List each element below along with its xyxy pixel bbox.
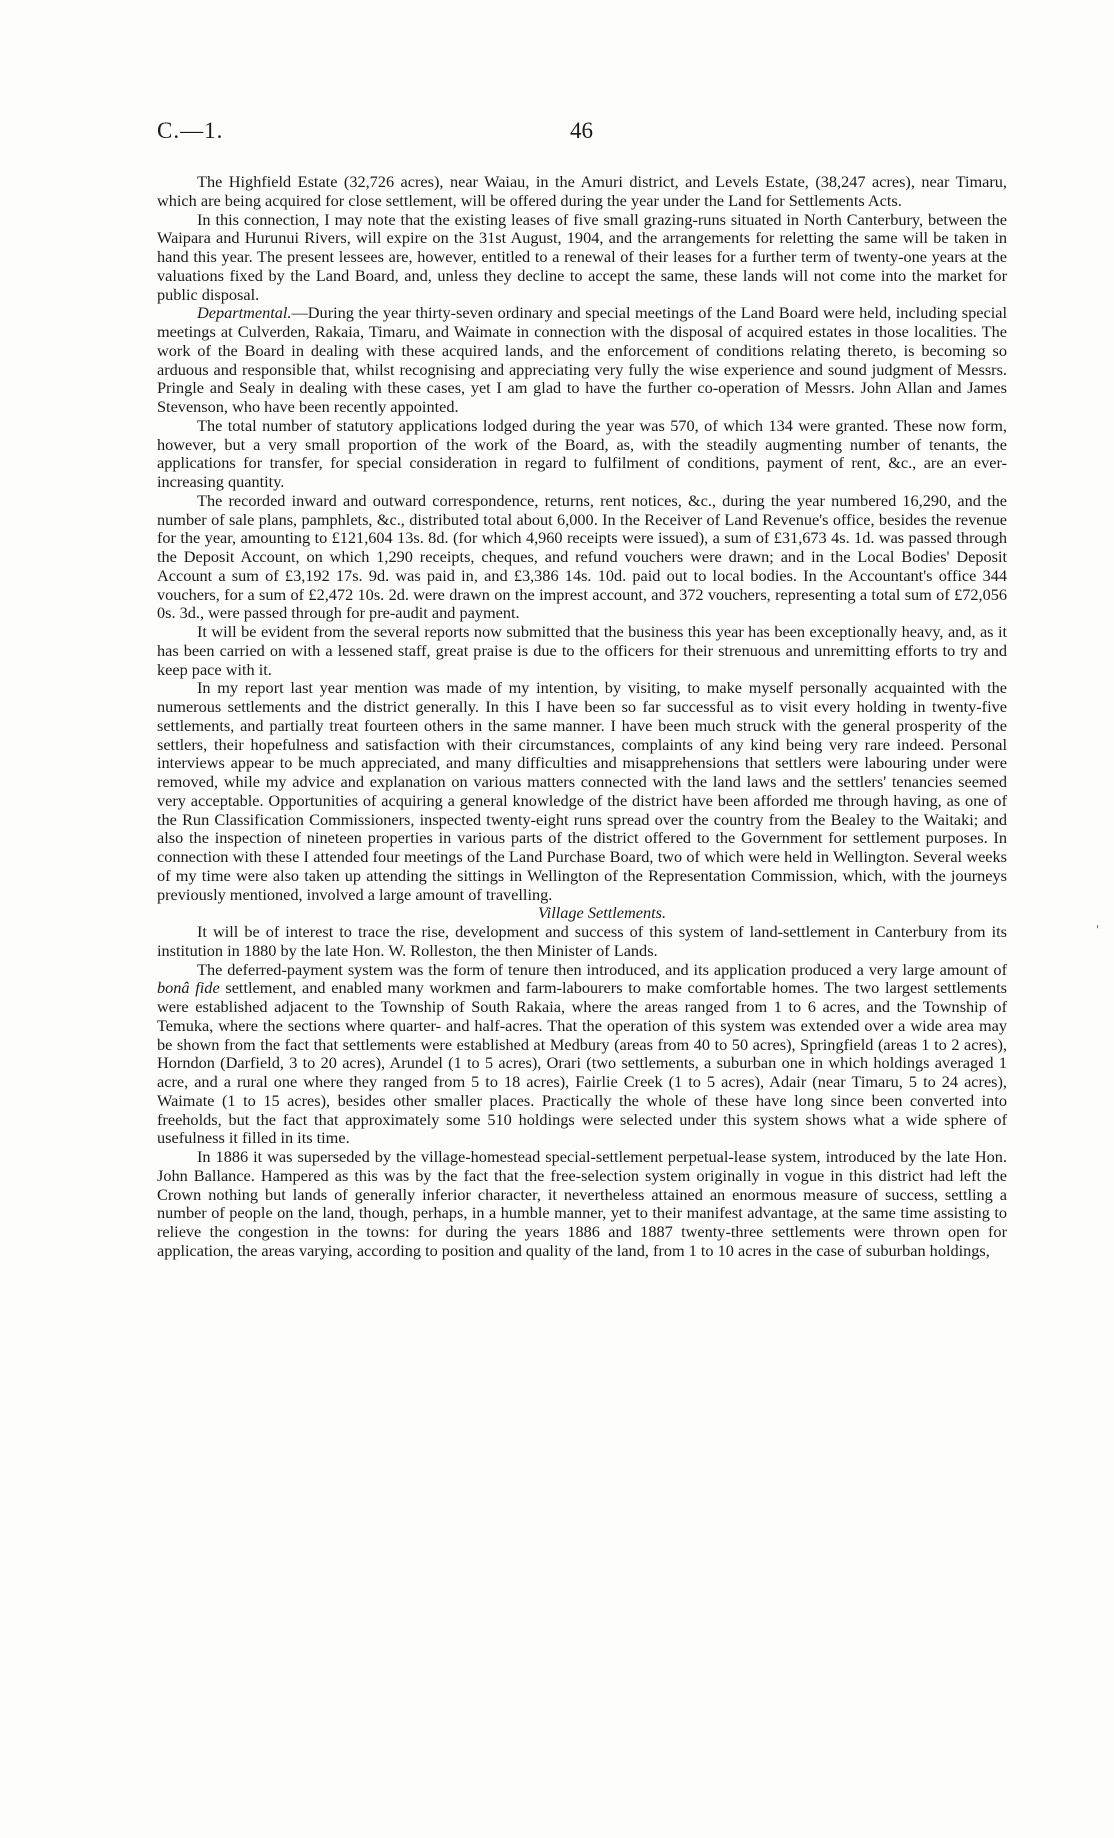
deferred-payment-pre: The deferred-payment system was the form of tenure then introduced, and its application produced a very large amount of <box>197 959 1007 979</box>
page-number: 46 <box>570 118 593 143</box>
margin-mark: ' <box>1096 923 1100 937</box>
paragraph-deferred-payment <box>157 961 1007 1149</box>
departmental-lead: Departmental. <box>197 303 292 323</box>
paragraph-business: It will be evident from the several reports now submitted that the business this year has been exceptionally heavy, and, as it has been carried on with a lessened staff, great praise is due to the officers for their strenuous and unremitting efforts to try and keep pace with it. <box>157 622 1007 679</box>
paragraph-departmental <box>157 304 1007 417</box>
bona-fide-term: bonâ fide <box>157 978 220 998</box>
page-header <box>157 118 1007 148</box>
paragraph-applications: The total number of statutory applications lodged during the year was 570, of which 134 were granted. These now form, however, but a very small proportion of the work of the Board, as, with the steadily augmenting number of tenants, the applications for transfer, for special consideration in regard to fulfilment of conditions, payment of rent, &c., are an ever-increasing quantity. <box>157 415 1007 491</box>
paragraph-visits: In my report last year mention was made of my intention, by visiting, to make myself personally acquainted with the numerous settlements and the district generally. In this I have been so far successful as to visit every holding in twenty-five settlements, and partially treat fourteen others in the same manner. I have been much struck with the general prosperity of the settlers, their hopefulness and satisfaction with their circumstances, complaints of any kind being very rare indeed. Personal interviews appear to be much appreciated, and many difficulties and misapprehensions that settlers were labouring under were removed, while my advice and explanation on various matters connected with the land laws and the settlers' tenancies seemed very acceptable. Opportunities of acquiring a general knowledge of the district have been afforded me through having, as one of the Run Classification Commissioners, inspected twenty-eight runs spread over the country from the Bealey to the Waitaki; and also the inspection of nineteen properties in various parts of the district offered to the Government for settlement purposes. In connection with these I attended four meetings of the Land Purchase Board, two of which were held in Wellington. Several weeks of my time were also taken up attending the sittings in Wellington of the Representation Commission, which, with the journeys previously mentioned, involved a large amount of travelling. <box>157 678 1007 904</box>
body-text <box>157 173 1007 1261</box>
deferred-payment-post: settlement, and enabled many workmen and farm-labourers to make comfortable homes. The two largest settlements were established adjacent to the Township of South Rakaia, where the areas ranged from 1 to 6 acres, and the Township of Temuka, where the sections where quarter- and half-acres. That the operation of this system was extended over a wide area may be shown from the fact that settlements were established at Medbury (areas from 40 to 50 acres), Springfield (areas 1 to 2 acres), Horndon (Darfield, 3 to 20 acres), Arundel (1 to 5 acres), Orari (two settlements, a suburban one in which holdings averaged 1 acre, and a rural one where they ranged from 5 to 18 acres), Fairlie Creek (1 to 5 acres), Adair (near Timaru, 5 to 24 acres), Waimate (1 to 15 acres), besides other smaller places. Practically the whole of these have long since been converted into freeholds, but the fact that approximately some 510 holdings were selected under this system shows what a wide sphere of usefulness it filled in its time. <box>157 978 1007 1148</box>
document-code: C.—1. <box>157 118 224 143</box>
departmental-text: —During the year thirty-seven ordinary and special meetings of the Land Board were held, including special meetings at Culverden, Rakaia, Timaru, and Waimate in connection with the disposal of acquired estates in those localities. The work of the Board in dealing with these acquired lands, and the enforcement of conditions relating thereto, is becoming so arduous and responsible that, whilst recognising and appreciating very fully the wise experience and sound judgment of Messrs. Pringle and Sealy in dealing with these cases, yet I am glad to have the further co-operation of Messrs. John Allan and James Stevenson, who have been recently appointed. <box>157 303 1007 416</box>
section-heading-village-settlements: Village Settlements. <box>537 903 667 923</box>
paragraph-village-intro: It will be of interest to trace the rise, development and success of this system of land-settlement in Canterbury from its institution in 1880 by the late Hon. W. Rolleston, the then Minister of Lands. <box>157 922 1007 960</box>
paragraph-correspondence: The recorded inward and outward correspondence, returns, rent notices, &c., during the year numbered 16,290, and the number of sale plans, pamphlets, &c., distributed total about 6,000. In the Receiver of Land Revenue's office, besides the revenue for the year, amounting to £121,604 13s. 8d. (for which 4,960 receipts were issued), a sum of £31,673 4s. 1d. was passed through the Deposit Account, on which 1,290 receipts, cheques, and refund vouchers were drawn; and in the Local Bodies' Deposit Account a sum of £3,192 17s. 9d. was paid in, and £3,386 14s. 10d. paid out to local bodies. In the Accountant's office 344 vouchers, for a sum of £2,472 10s. 2d. were drawn on the imprest account, and 372 vouchers, representing a total sum of £72,056 0s. 3d., were passed through for pre-audit and payment. <box>157 490 1007 623</box>
paragraph-village-homestead: In 1886 it was superseded by the village-homestead special-settlement perpetual-lease system, introduced by the late Hon. John Ballance. Hampered as this was by the fact that the free-selection system originally in vogue in this district had left the Crown nothing but lands of generally inferior character, it nevertheless attained an enormous measure of success, settling a number of people on the land, though, perhaps, in a humble manner, yet to their manifest advantage, at the same time assisting to relieve the congestion in the towns: for during the years 1886 and 1887 twenty-three settlements were thrown open for application, the areas varying, according to position and quality of the land, from 1 to 10 acres in the case of suburban holdings, <box>157 1147 1007 1260</box>
paragraph-grazing-runs: In this connection, I may note that the existing leases of five small grazing-runs situated in North Canterbury, between the Waipara and Hurunui Rivers, will expire on the 31st August, 1904, and the arrangements for reletting the same will be taken in hand this year. The present lessees are, however, entitled to a renewal of their leases for a further term of twenty-one years at the valuations fixed by the Land Board, and, unless they decline to accept the same, these lands will not come into the market for public disposal. <box>157 209 1007 304</box>
paragraph-estates: The Highfield Estate (32,726 acres), near Waiau, in the Amuri district, and Levels Estate, (38,247 acres), near Timaru, which are being acquired for close settlement, will be offered during the year under the Land for Settlements Acts. <box>157 172 1007 210</box>
